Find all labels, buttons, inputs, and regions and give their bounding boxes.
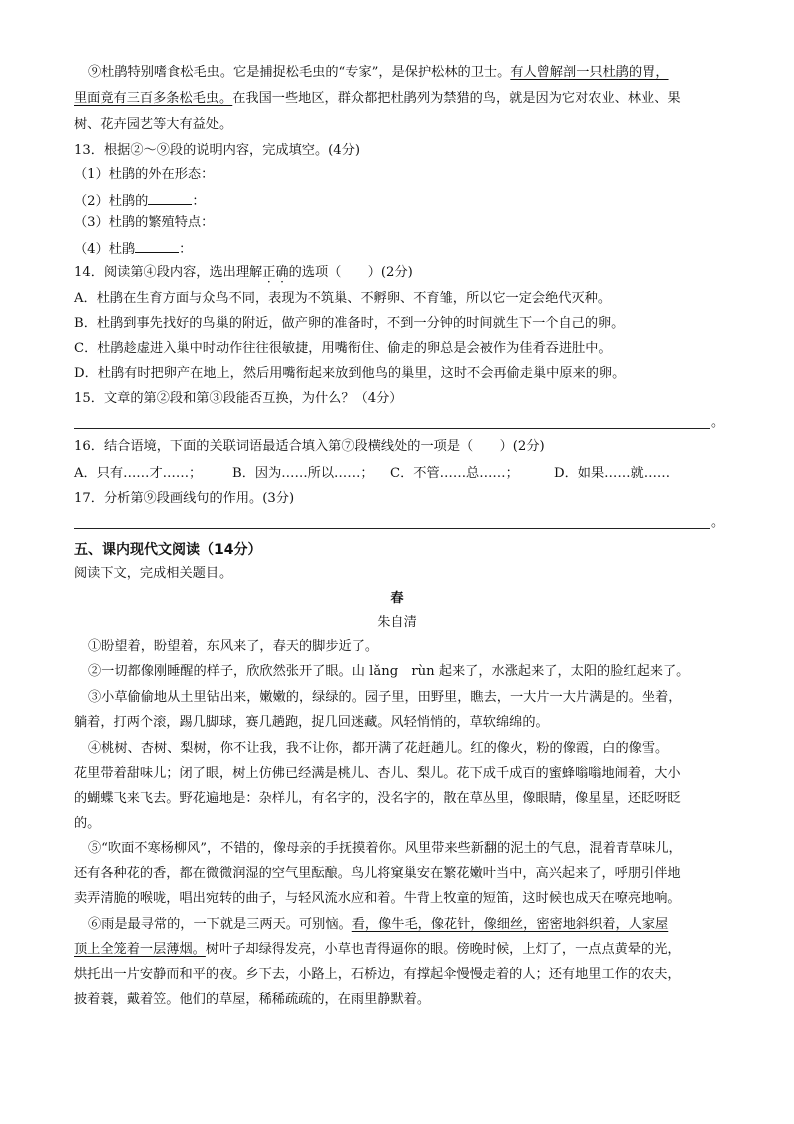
q15-stem: 15．文章的第②段和第③段能否互换，为什么？（4分）: [74, 391, 403, 406]
p9-text: 在我国一些地区，群众都把杜鹃列为禁猎的鸟，就是因为它对农业、林业、果: [232, 91, 681, 106]
q14-option-a: A．杜鹃在生育方面与众鸟不同，表现为不筑巢、不孵卵、不育雏，所以它一定会绝代灭种。: [74, 291, 612, 306]
p9-line-3: 树、花卉园艺等大有益处。: [74, 117, 233, 132]
chun-paragraph-6-line-3: 烘托出一片安静而和平的夜。乡下去，小路上，石桥边，有撑起伞慢慢走着的人；还有地里工作的农夫，: [74, 967, 681, 982]
chun-paragraph-1: ①盼望着，盼望着，东风来了，春天的脚步近了。: [88, 639, 379, 654]
q14-stem: 14．阅读第④段内容，选出理解正确的选项（ ）(2分): [74, 265, 413, 280]
q17-answer-line[interactable]: [74, 528, 710, 529]
section-heading: 五、课内现代文阅读（14分）: [74, 542, 262, 558]
section-intro: 阅读下文，完成相关题目。: [74, 566, 233, 581]
q13-blank-4[interactable]: [135, 238, 179, 253]
chun-paragraph-4-line-4: 的。: [74, 816, 101, 831]
chun-paragraph-2: ②一切都像刚睡醒的样子，欣欣然张开了眼。山 lǎng rùn 起来了，水涨起来了，太阳的脸红起来了。: [88, 664, 690, 679]
q15-answer-end: 。: [711, 415, 725, 430]
q16-option-c: C．不管……总……；: [390, 466, 519, 481]
q13-item-3: （3）杜鹃的繁殖特点：: [74, 215, 215, 230]
chun-paragraph-6-line-4: 披着蓑，戴着笠。他们的草屋，稀稀疏疏的，在雨里静默着。: [74, 992, 431, 1007]
article-author: 朱自清: [377, 615, 417, 630]
chun-paragraph-3-line-1: ③小草偷偷地从土里钻出来，嫩嫩的，绿绿的。园子里，田野里，瞧去，一大片一大片满是的。坐着，: [88, 690, 682, 705]
emphasis-mark: 正: [262, 265, 276, 280]
q13-item-4: （4）杜鹃 ：: [74, 238, 720, 259]
p9-line-2: [74, 90, 720, 108]
emphasis-mark: 确: [275, 265, 289, 280]
chun-paragraph-4-line-2: 花里带着甜味儿；闭了眼，树上仿佛已经满是桃儿、杏儿、梨儿。花下成千成百的蜜蜂嗡嗡地闹着，大小: [74, 766, 681, 781]
p9-line-1: [88, 64, 720, 82]
chun-paragraph-5-line-2: 还有各种花的香，都在微微润湿的空气里酝酿。鸟儿将窠巢安在繁花嫩叶当中，高兴起来了，呼朋引伴地: [74, 866, 681, 881]
p9-underlined-sentence: 有人曾解剖一只杜鹃的胃，: [510, 65, 669, 80]
p9-text: ⑨杜鹃特别嗜食松毛虫。它是捕捉松毛虫的“专家”，是保护松林的卫士。: [88, 65, 511, 80]
q14-option-c: C．杜鹃趁虚进入巢中时动作往往很敏捷，用嘴衔住、偷走的卵总是会被作为佳肴吞进肚中。: [74, 341, 612, 356]
q16-option-b: B．因为……所以……；: [232, 466, 374, 481]
chun-paragraph-4-line-3: 的蝴蝶飞来飞去。野花遍地是：杂样儿，有名字的，没名字的，散在草丛里，像眼睛，像星星，还眨呀眨: [74, 791, 681, 806]
q16-option-a: A．只有……才……；: [74, 466, 203, 481]
q16-option-d: D．如果……就……: [554, 466, 671, 481]
q17-answer-end: 。: [711, 515, 725, 530]
q16-stem: 16．结合语境，下面的关联词语最适合填入第⑦段横线处的一项是（ ）(2分): [74, 439, 545, 454]
p9-underlined-sentence-end: 里面竟有三百多条松毛虫。: [74, 91, 233, 106]
q13-item-2: （2）杜鹃的 ：: [74, 190, 720, 211]
q13-item-1: （1）杜鹃的外在形态：: [74, 167, 215, 182]
article-title: 春: [390, 591, 404, 606]
chun-underlined-sentence: 看，像牛毛，像花针，像细丝，密密地斜织着，人家屋: [351, 917, 669, 932]
chun-paragraph-5-line-3: 卖弄清脆的喉咙，唱出宛转的曲子，与轻风流水应和着。牛背上牧童的短笛，这时候也成天在嘹亮地响。: [74, 891, 681, 906]
q17-stem: 17．分析第⑨段画线句的作用。(3分): [74, 491, 295, 506]
q14-option-b: B．杜鹃到事先找好的鸟巢的附近，做产卵的准备时，不到一分钟的时间就生下一个自己的卵。: [74, 316, 625, 331]
chun-paragraph-6-line-1: ⑥雨是最寻常的，一下就是三两天。可别恼。看，像牛毛，像花针，像细丝，密密地斜织着，人家屋: [88, 917, 669, 932]
q14-option-d: D．杜鹃有时把卵产在地上，然后用嘴衔起来放到他鸟的巢里，这时不会再偷走巢中原来的卵。: [74, 366, 626, 381]
chun-paragraph-6-line-2: 顶上全笼着一层薄烟。树叶子却绿得发亮，小草也青得逼你的眼。傍晚时候，上灯了，一点点黄晕的光，: [74, 942, 681, 957]
chun-underlined-sentence-end: 顶上全笼着一层薄烟。: [74, 942, 206, 957]
chun-paragraph-5-line-1: ⑤“吹面不寒杨柳风”，不错的，像母亲的手抚摸着你。风里带来些新翻的泥土的气息，混着青草味儿，: [88, 841, 682, 856]
chun-paragraph-3-line-2: 躺着，打两个滚，踢几脚球，赛几趟跑，捉几回迷藏。风轻悄悄的，草软绵绵的。: [74, 715, 549, 730]
q13-blank-2[interactable]: [148, 190, 192, 205]
q15-answer-line[interactable]: [74, 428, 710, 429]
chun-paragraph-4-line-1: ④桃树、杏树、梨树，你不让我，我不让你，都开满了花赶趟儿。红的像火，粉的像霞，白的像雪。: [88, 741, 669, 756]
q13-stem: 13．根据②～⑨段的说明内容，完成填空。(4分): [74, 143, 361, 158]
